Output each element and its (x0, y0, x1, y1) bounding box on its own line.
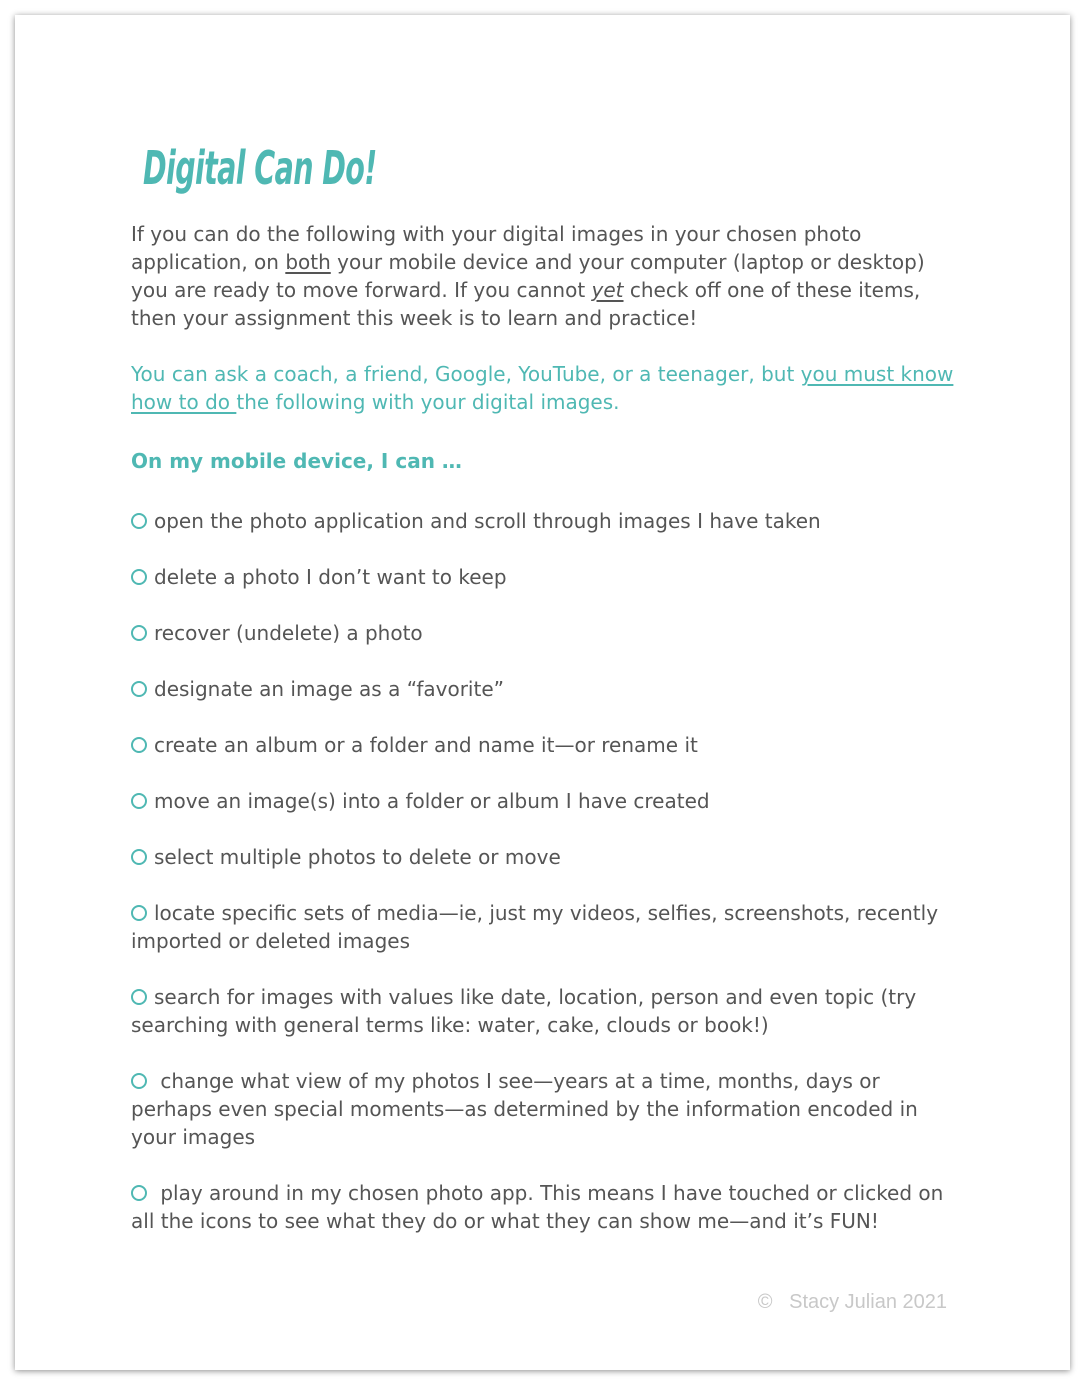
checkbox-circle-icon[interactable] (131, 793, 147, 809)
document-page (15, 15, 1070, 1370)
checklist-item (131, 731, 951, 759)
checklist-item (131, 787, 951, 815)
checklist-item-label: select multiple photos to delete or move (154, 845, 561, 869)
intro-text-3: check off one of these items, then your assignment this week is to learn and practice! (131, 278, 921, 330)
checklist-item-label: create an album or a folder and name it—or rename it (154, 733, 698, 757)
intro-text-1: If you can do the following with your digital images in your chosen photo application, on (131, 222, 862, 274)
intro-text-2: your mobile device and your computer (laptop or desktop) you are ready to move forward. If you cannot (131, 250, 925, 302)
checklist-item (131, 983, 951, 1039)
note-paragraph (131, 360, 961, 416)
intro-emphasis-yet: yet (591, 278, 624, 302)
checkbox-circle-icon[interactable] (131, 905, 147, 921)
note-emphasis: you must know how to do (131, 362, 954, 414)
note-text-2: the following with your digital images. (236, 390, 620, 414)
checklist-item-label: open the photo application and scroll through images I have taken (154, 509, 821, 533)
checklist-item-label: designate an image as a “favorite” (154, 677, 504, 701)
checklist-item (131, 1179, 951, 1235)
checkbox-circle-icon[interactable] (131, 1185, 147, 1201)
checklist-item (131, 843, 951, 871)
checkbox-circle-icon[interactable] (131, 625, 147, 641)
checklist-item-label: recover (undelete) a photo (154, 621, 423, 645)
checklist-item-label: play around in my chosen photo app. This means I have touched or clicked on all the icons to see what they do or what they can show me—and it’s FUN! (131, 1181, 944, 1233)
checkbox-circle-icon[interactable] (131, 849, 147, 865)
checklist-item (131, 899, 951, 955)
checklist-item (131, 507, 951, 535)
checkbox-circle-icon[interactable] (131, 513, 147, 529)
checklist-item-label: delete a photo I don’t want to keep (154, 565, 507, 589)
checkbox-circle-icon[interactable] (131, 681, 147, 697)
checklist-item-label: change what view of my photos I see—years at a time, months, days or perhaps even special moments—as determined by the information encoded in your images (131, 1069, 918, 1149)
intro-paragraph (131, 220, 961, 332)
checklist-item (131, 563, 951, 591)
section-heading: On my mobile device, I can … (131, 449, 462, 473)
checkbox-circle-icon[interactable] (131, 1073, 147, 1089)
checklist-item-label: locate specific sets of media—ie, just my videos, selfies, screenshots, recently imported or deleted images (131, 901, 939, 953)
checklist-item (131, 619, 951, 647)
checkbox-circle-icon[interactable] (131, 569, 147, 585)
checklist-item (131, 1067, 951, 1151)
checkbox-circle-icon[interactable] (131, 989, 147, 1005)
checklist-item-label: search for images with values like date, location, person and even topic (try searching with general terms like: water, cake, clouds or book!) (131, 985, 917, 1037)
copyright-footer: © Stacy Julian 2021 (757, 1291, 947, 1313)
note-text-1: You can ask a coach, a friend, Google, YouTube, or a teenager, but (131, 362, 801, 386)
intro-emphasis-both: both (285, 250, 331, 274)
page-title: Digital Can Do! (143, 141, 377, 195)
checklist (131, 507, 951, 1263)
checklist-item (131, 675, 951, 703)
checkbox-circle-icon[interactable] (131, 737, 147, 753)
checklist-item-label: move an image(s) into a folder or album I have created (154, 789, 710, 813)
